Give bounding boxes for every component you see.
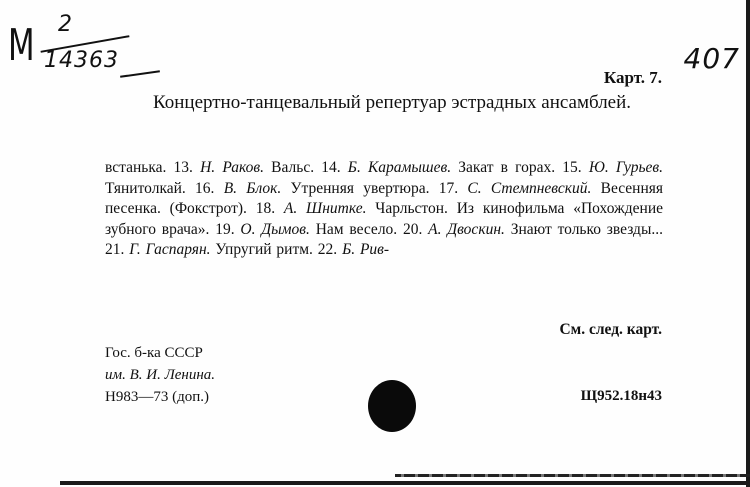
composer-name: С. Стемпневский.	[467, 179, 592, 197]
handwritten-denominator	[44, 48, 119, 73]
body-text-segment: Утренняя увертюра. 17.	[281, 179, 468, 197]
body-text-segment: Чарльстон. Из кинофильма «Похождение зубного врача». 19.	[105, 200, 664, 238]
handwritten-letter-m: M	[8, 20, 36, 71]
library-line-1: Гос. б-ка СССР	[105, 345, 203, 361]
composer-name: Ю. Гурьев.	[588, 159, 663, 176]
handwritten-top-right-number: 407	[683, 42, 740, 75]
library-imprint	[105, 342, 215, 408]
body-text-segment: Упругий ритм. 22.	[210, 241, 343, 258]
handwritten-suffix: 3	[104, 48, 119, 73]
card-edge-right	[746, 0, 750, 487]
card-punch-hole	[368, 380, 416, 432]
library-line-2: им. В. И. Ленина.	[105, 367, 216, 383]
handwritten-denominator-number: 1436	[44, 48, 104, 73]
card-body-text	[105, 158, 663, 261]
body-text-segment: Нам весело. 20.	[309, 220, 429, 238]
handwritten-numerator: 2	[58, 12, 73, 37]
catalog-code: Щ952.18н43	[580, 388, 662, 404]
continuation-note: См. след. карт.	[559, 321, 662, 338]
composer-name: О. Дымов.	[240, 220, 310, 238]
card-title: Концертно-танцевальный репертуар эстрадных ансамблей.	[153, 92, 632, 113]
card-edge-bottom	[60, 481, 750, 485]
body-text-segment: Тянитолкай. 16.	[105, 179, 224, 197]
composer-name: А. Шнитке.	[283, 200, 367, 217]
composer-name: А. Двоскин.	[428, 220, 505, 238]
card-number: Карт. 7.	[603, 68, 662, 87]
composer-name: Б. Рив-	[342, 241, 390, 258]
library-line-3: Н983—73 (доп.)	[105, 389, 209, 405]
card-edge-bottom-dashed	[395, 474, 750, 477]
body-text-segment: Закат в горах. 15.	[451, 159, 589, 176]
body-text-segment: встанька. 13.	[105, 159, 201, 176]
composer-name: Г. Гаспарян.	[129, 241, 211, 258]
handwritten-underline	[120, 70, 160, 78]
body-text-segment: Вальс. 14.	[263, 159, 348, 176]
body-text-segment: Знают только звезды... 21.	[105, 220, 663, 258]
body-text-segment: Весенняя песенка. (Фокстрот). 18.	[105, 179, 664, 217]
composer-name: Н. Раков.	[200, 159, 264, 176]
composer-name: Б. Карамышев.	[347, 159, 452, 176]
composer-name: В. Блок.	[223, 179, 282, 197]
